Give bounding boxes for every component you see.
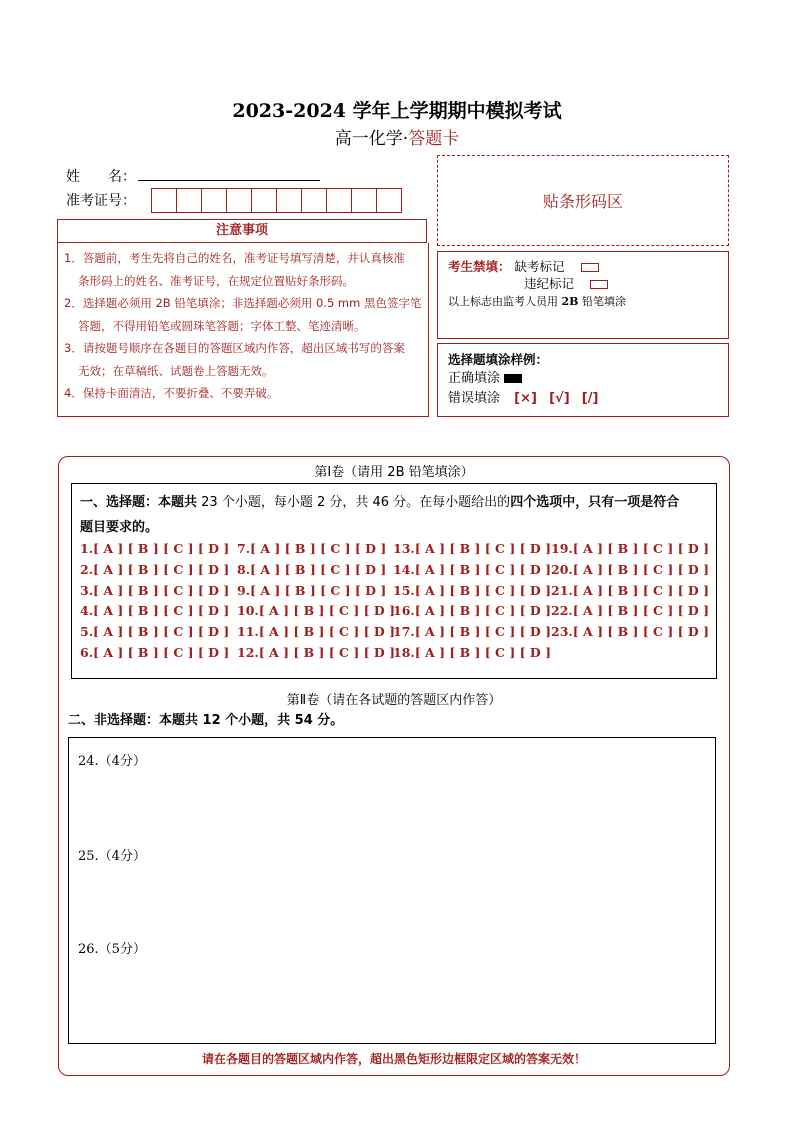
exam-id-box[interactable]	[301, 188, 327, 213]
question-12-bubbles[interactable]: 12.[ A ] [ B ] [ C ] [ D ]	[237, 645, 395, 660]
mc-instructions	[80, 490, 710, 540]
question-5-bubbles[interactable]: 5.[ A ] [ B ] [ C ] [ D ]	[80, 624, 230, 639]
wrong-fill-label: 错误填涂	[448, 391, 501, 406]
violation-mark-box[interactable]	[590, 280, 608, 289]
notice-line: 答题，不得用铅笔或圆珠笔答题；字体工整、笔迹清晰。	[78, 318, 366, 333]
mc-intro-d: 四个选项中，只有一项是符合	[510, 495, 680, 510]
ban-label: 考生禁填：	[448, 259, 511, 274]
exam-id-box[interactable]	[326, 188, 352, 213]
exam-id-boxes[interactable]	[151, 188, 401, 213]
notice-heading: 注意事项	[57, 219, 427, 243]
part2-instructions	[68, 709, 343, 728]
notice-line: 条形码上的姓名、准考证号，在规定位置贴好条形码。	[78, 273, 354, 288]
notice-line: 无效；在草稿纸、试题卷上答题无效。	[78, 363, 274, 378]
absent-mark-box[interactable]	[581, 263, 599, 272]
question-19-bubbles[interactable]: 19.[ A ] [ B ] [ C ] [ D ]	[551, 541, 709, 556]
subtitle-subject: 高一化学·	[334, 129, 409, 149]
name-field[interactable]	[138, 180, 320, 181]
ban-note-prefix: 以上标志由监考人员用	[448, 295, 562, 308]
question-25-label: 25.（4分）	[78, 849, 146, 864]
examiner-only-box	[437, 251, 729, 339]
mc-intro-b: 本题共	[158, 495, 198, 510]
question-8-bubbles[interactable]: 8.[ A ] [ B ] [ C ] [ D ]	[237, 562, 387, 577]
question-24-label: 24.（4分）	[78, 754, 146, 769]
question-20-bubbles[interactable]: 20.[ A ] [ B ] [ C ] [ D ]	[551, 562, 709, 577]
question-3-bubbles[interactable]: 3.[ A ] [ B ] [ C ] [ D ]	[80, 583, 230, 598]
answer-area[interactable]	[68, 737, 716, 1044]
footer-warning: 请在各题目的答题区域内作答，超出黑色矩形边框限定区域的答案无效！	[201, 1052, 586, 1066]
notice-box	[57, 243, 429, 417]
violation-label: 违纪标记	[524, 276, 575, 291]
wrong-mark-cross: [×]	[514, 391, 537, 406]
ban-note	[448, 292, 718, 312]
notice-item	[64, 292, 422, 337]
notice-line: 4．保持卡面清洁，不要折叠、不要弄破。	[64, 386, 279, 400]
exam-id-box[interactable]	[176, 188, 202, 213]
question-18-bubbles[interactable]: 18.[ A ] [ B ] [ C ] [ D ]	[393, 645, 551, 660]
exam-id-box[interactable]	[226, 188, 252, 213]
part2-intro-body: 本题共 12 个小题，共 54 分。	[159, 713, 344, 728]
correct-fill-example	[504, 374, 522, 383]
wrong-mark-check: [√]	[549, 391, 570, 406]
question-17-bubbles[interactable]: 17.[ A ] [ B ] [ C ] [ D ]	[393, 624, 551, 639]
mc-intro-e: 题目要求的。	[80, 520, 159, 535]
exam-id-box[interactable]	[351, 188, 377, 213]
wrong-mark-slash: [/]	[581, 391, 599, 406]
page-title: 2023-2024 学年上学期期中模拟考试	[232, 100, 562, 122]
notice-item	[64, 337, 422, 382]
question-21-bubbles[interactable]: 21.[ A ] [ B ] [ C ] [ D ]	[551, 583, 709, 598]
question-14-bubbles[interactable]: 14.[ A ] [ B ] [ C ] [ D ]	[393, 562, 551, 577]
barcode-area: 贴条形码区	[437, 155, 729, 246]
notice-item	[64, 247, 422, 292]
notice-item	[64, 382, 422, 405]
correct-fill-label: 正确填涂	[448, 371, 501, 386]
exam-id-label: 准考证号：	[66, 193, 136, 209]
fill-sample-box	[437, 343, 729, 417]
question-6-bubbles[interactable]: 6.[ A ] [ B ] [ C ] [ D ]	[80, 645, 230, 660]
question-4-bubbles[interactable]: 4.[ A ] [ B ] [ C ] [ D ]	[80, 603, 230, 618]
page-subtitle	[0, 124, 794, 149]
question-26-label: 26.（5分）	[78, 942, 146, 957]
question-9-bubbles[interactable]: 9.[ A ] [ B ] [ C ] [ D ]	[237, 583, 387, 598]
question-10-bubbles[interactable]: 10.[ A ] [ B ] [ C ] [ D ]	[237, 603, 395, 618]
exam-id-box[interactable]	[201, 188, 227, 213]
part1-title: 第Ⅰ卷（请用 2B 铅笔填涂）	[314, 465, 474, 480]
question-11-bubbles[interactable]: 11.[ A ] [ B ] [ C ] [ D ]	[237, 624, 395, 639]
ban-note-suffix: 铅笔填涂	[578, 295, 626, 308]
exam-id-box[interactable]	[376, 188, 402, 213]
subtitle-card: 答题卡	[408, 129, 460, 149]
question-22-bubbles[interactable]: 22.[ A ] [ B ] [ C ] [ D ]	[551, 603, 709, 618]
question-15-bubbles[interactable]: 15.[ A ] [ B ] [ C ] [ D ]	[393, 583, 551, 598]
question-16-bubbles[interactable]: 16.[ A ] [ B ] [ C ] [ D ]	[393, 603, 551, 618]
question-7-bubbles[interactable]: 7.[ A ] [ B ] [ C ] [ D ]	[237, 541, 387, 556]
mc-intro-c: 23 个小题，每小题 2 分，共 46 分。在每小题给出的	[197, 495, 511, 510]
question-23-bubbles[interactable]: 23.[ A ] [ B ] [ C ] [ D ]	[551, 624, 709, 639]
notice-line: 2．选择题必须用 2B 铅笔填涂；非选择题必须用 0.5 mm 黑色签字笔	[64, 296, 422, 310]
part2-intro-head: 二、非选择题：	[68, 713, 160, 728]
name-label: 姓 名：	[66, 169, 136, 185]
sample-title: 选择题填涂样例：	[448, 352, 549, 367]
question-1-bubbles[interactable]: 1.[ A ] [ B ] [ C ] [ D ]	[80, 541, 230, 556]
exam-id-box[interactable]	[251, 188, 277, 213]
exam-id-box[interactable]	[151, 188, 177, 213]
question-2-bubbles[interactable]: 2.[ A ] [ B ] [ C ] [ D ]	[80, 562, 230, 577]
ban-note-2b: 2B	[561, 295, 579, 308]
mc-intro-head: 一、选择题：	[80, 495, 159, 510]
part2-title: 第Ⅱ卷（请在各试题的答题区内作答）	[286, 693, 502, 708]
notice-line: 3．请按题号顺序在各题目的答题区域内作答，超出区域书写的答案	[64, 341, 405, 355]
exam-id-box[interactable]	[276, 188, 302, 213]
notice-line: 1．答题前，考生先将自己的姓名，准考证号填写清楚，并认真核准	[64, 251, 405, 265]
question-13-bubbles[interactable]: 13.[ A ] [ B ] [ C ] [ D ]	[393, 541, 551, 556]
absent-label: 缺考标记	[514, 259, 565, 274]
